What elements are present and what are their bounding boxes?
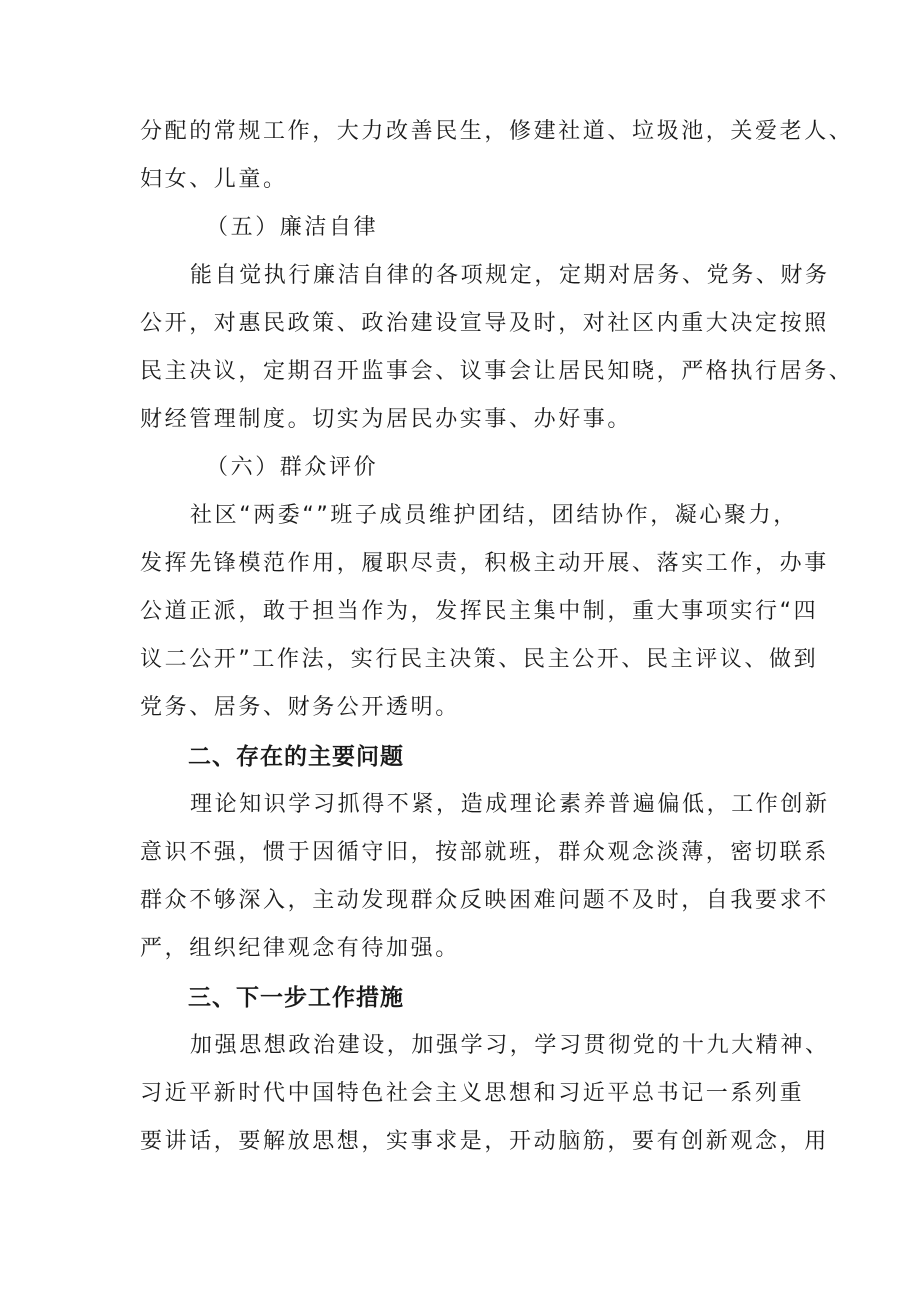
text-line: 能自觉执行廉洁自律的各项规定，定期对居务、党务、财务 — [190, 263, 830, 288]
text-line: 民主决议，定期召开监事会、议事会让居民知晓，严格执行居务、 — [140, 359, 854, 384]
text-line: 意识不强，惯于因循守旧，按部就班，群众观念淡薄，密切联系 — [140, 840, 829, 865]
subheading-public-evaluation: （六）群众评价 — [206, 455, 379, 480]
section-heading-next-steps: 三、下一步工作措施 — [188, 985, 404, 1011]
subheading-integrity: （五）廉洁自律 — [206, 215, 379, 240]
text-line: 公道正派，敢于担当作为，发挥民主集中制，重大事项实行“四 — [140, 599, 819, 624]
text-line: 党务、居务、财务公开透明。 — [140, 695, 460, 720]
text-line: 严，组织纪律观念有待加强。 — [140, 936, 460, 961]
text-line: 财经管理制度。切实为居民办实事、办好事。 — [140, 407, 633, 432]
text-line: 习近平新时代中国特色社会主义思想和习近平总书记一系列重 — [140, 1081, 805, 1106]
text-line: 公开，对惠民政策、政治建设宣导及时，对社区内重大决定按照 — [140, 311, 829, 336]
text-line: 要讲话，要解放思想，实事求是，开动脑筋，要有创新观念，用 — [140, 1129, 829, 1154]
text-line: 群众不够深入，主动发现群众反映困难问题不及时，自我要求不 — [140, 888, 829, 913]
text-line: 议二公开”工作法，实行民主决策、民主公开、民主评议、做到 — [140, 647, 819, 672]
text-line: 分配的常规工作，大力改善民生，修建社道、垃圾池，关爱老人、 — [140, 119, 854, 144]
section-heading-main-problems: 二、存在的主要问题 — [188, 744, 404, 770]
text-line: 加强思想政治建设，加强学习，学习贯彻党的十九大精神、 — [190, 1033, 830, 1058]
text-line: 妇女、儿童。 — [140, 167, 288, 192]
text-line: 理论知识学习抓得不紧，造成理论素养普遍偏低，工作创新 — [190, 792, 830, 817]
text-line: 发挥先锋模范作用，履职尽责，积极主动开展、落实工作，办事 — [140, 551, 829, 576]
text-line: 社区“两委“”班子成员维护团结，团结协作，凝心聚力， — [190, 503, 798, 528]
